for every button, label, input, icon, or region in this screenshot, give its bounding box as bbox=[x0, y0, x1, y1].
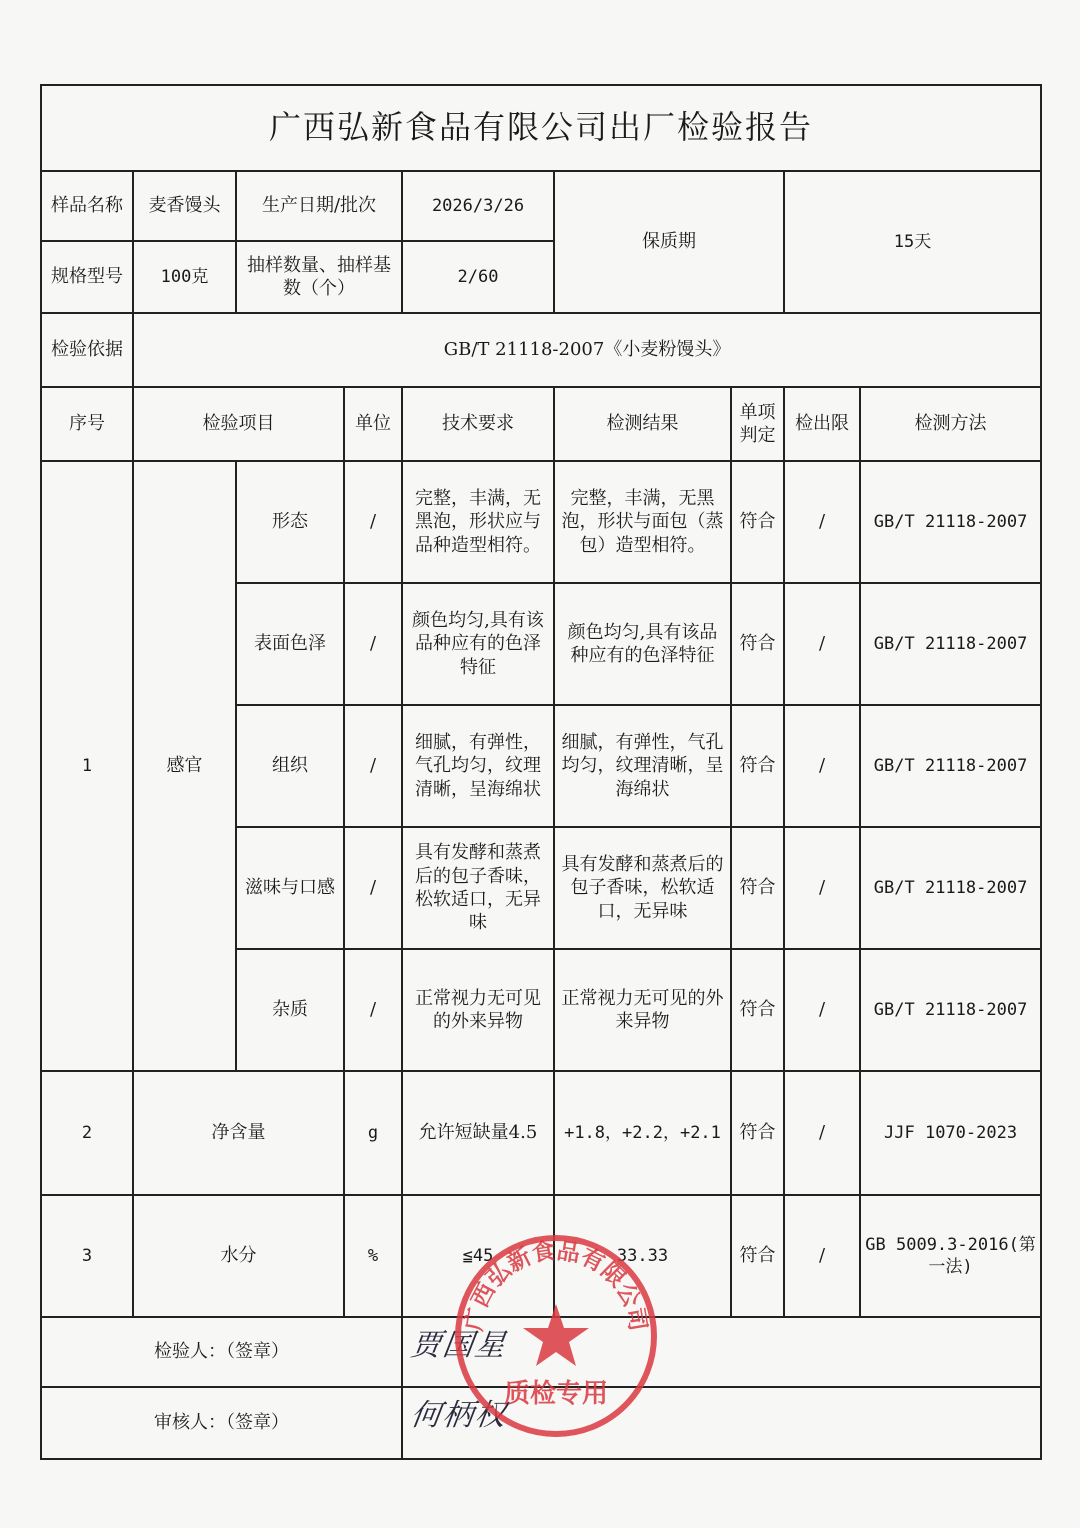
inspector-label: 检验人：（签章） bbox=[41, 1317, 402, 1387]
sub-item: 组织 bbox=[236, 705, 344, 827]
result-cell: 完整，丰满，无黑泡，形状与面包（蒸包）造型相符。 bbox=[554, 461, 731, 583]
basis-value: GB/T 21118-2007《小麦粉馒头》 bbox=[133, 313, 1041, 387]
moisture-method: GB 5009.3-2016(第一法) bbox=[860, 1195, 1041, 1317]
sub-item: 形态 bbox=[236, 461, 344, 583]
col-result: 检测结果 bbox=[554, 387, 731, 461]
seal-text-bottom: 质检专用 bbox=[503, 1379, 609, 1409]
inspection-report bbox=[40, 84, 1040, 1460]
req-cell: 细腻，有弹性，气孔均匀，纹理清晰，呈海绵状 bbox=[402, 705, 554, 827]
unit-cell: / bbox=[344, 705, 402, 827]
req-cell: 完整，丰满，无黑泡，形状应与品种造型相符。 bbox=[402, 461, 554, 583]
limit-cell: / bbox=[784, 583, 860, 705]
moisture-limit: / bbox=[784, 1195, 860, 1317]
col-req: 技术要求 bbox=[402, 387, 554, 461]
method-cell: GB/T 21118-2007 bbox=[860, 949, 1041, 1071]
reviewer-signature-cell bbox=[402, 1387, 1041, 1459]
sampling-value: 2/60 bbox=[402, 241, 554, 313]
net-seq: 2 bbox=[41, 1071, 133, 1195]
table-row bbox=[41, 461, 1041, 583]
col-item: 检验项目 bbox=[133, 387, 344, 461]
moisture-req: ≦45 bbox=[402, 1195, 554, 1317]
sensory-seq: 1 bbox=[41, 461, 133, 1071]
moisture-item: 水分 bbox=[133, 1195, 344, 1317]
verdict-cell: 符合 bbox=[731, 583, 784, 705]
sub-item: 表面色泽 bbox=[236, 583, 344, 705]
shelf-life-label: 保质期 bbox=[554, 171, 784, 313]
table-row bbox=[41, 1195, 1041, 1317]
limit-cell: / bbox=[784, 705, 860, 827]
sub-item: 滋味与口感 bbox=[236, 827, 344, 949]
unit-cell: / bbox=[344, 827, 402, 949]
moisture-result: 33.33 bbox=[554, 1195, 731, 1317]
method-cell: GB/T 21118-2007 bbox=[860, 827, 1041, 949]
report-table bbox=[40, 84, 1042, 1460]
limit-cell: / bbox=[784, 461, 860, 583]
seal-text-top: 广西弘新食品有限公司 bbox=[461, 1238, 651, 1333]
sampling-label: 抽样数量、抽样基数（个） bbox=[236, 241, 402, 313]
col-seq: 序号 bbox=[41, 387, 133, 461]
method-cell: GB/T 21118-2007 bbox=[860, 583, 1041, 705]
spec-value: 100克 bbox=[133, 241, 236, 313]
net-limit: / bbox=[784, 1071, 860, 1195]
reviewer-label: 审核人：（签章） bbox=[41, 1387, 402, 1459]
limit-cell: / bbox=[784, 949, 860, 1071]
req-cell: 正常视力无可见的外来异物 bbox=[402, 949, 554, 1071]
col-method: 检测方法 bbox=[860, 387, 1041, 461]
verdict-cell: 符合 bbox=[731, 461, 784, 583]
req-cell: 具有发酵和蒸煮后的包子香味，松软适口，无异味 bbox=[402, 827, 554, 949]
reviewer-signature: 何柄权 bbox=[408, 1398, 510, 1433]
sample-name-label: 样品名称 bbox=[41, 171, 133, 241]
basis-label: 检验依据 bbox=[41, 313, 133, 387]
report-title: 广西弘新食品有限公司出厂检验报告 bbox=[41, 85, 1041, 171]
method-cell: GB/T 21118-2007 bbox=[860, 705, 1041, 827]
moisture-unit: % bbox=[344, 1195, 402, 1317]
column-header-row bbox=[41, 387, 1041, 461]
net-method: JJF 1070-2023 bbox=[860, 1071, 1041, 1195]
verdict-cell: 符合 bbox=[731, 705, 784, 827]
result-cell: 具有发酵和蒸煮后的包子香味，松软适口，无异味 bbox=[554, 827, 731, 949]
sub-item: 杂质 bbox=[236, 949, 344, 1071]
col-verdict: 单项判定 bbox=[731, 387, 784, 461]
result-cell: 正常视力无可见的外来异物 bbox=[554, 949, 731, 1071]
verdict-cell: 符合 bbox=[731, 949, 784, 1071]
col-limit: 检出限 bbox=[784, 387, 860, 461]
net-verdict: 符合 bbox=[731, 1071, 784, 1195]
shelf-life-value: 15天 bbox=[784, 171, 1041, 313]
spec-label: 规格型号 bbox=[41, 241, 133, 313]
table-row bbox=[41, 1071, 1041, 1195]
sample-name-value: 麦香馒头 bbox=[133, 171, 236, 241]
prod-date-label: 生产日期/批次 bbox=[236, 171, 402, 241]
verdict-cell: 符合 bbox=[731, 827, 784, 949]
result-cell: 颜色均匀,具有该品种应有的色泽特征 bbox=[554, 583, 731, 705]
inspector-signature-cell bbox=[402, 1317, 1041, 1387]
col-unit: 单位 bbox=[344, 387, 402, 461]
unit-cell: / bbox=[344, 461, 402, 583]
method-cell: GB/T 21118-2007 bbox=[860, 461, 1041, 583]
moisture-verdict: 符合 bbox=[731, 1195, 784, 1317]
moisture-seq: 3 bbox=[41, 1195, 133, 1317]
limit-cell: / bbox=[784, 827, 860, 949]
sensory-group: 感官 bbox=[133, 461, 236, 1071]
net-req: 允许短缺量4.5 bbox=[402, 1071, 554, 1195]
net-result: +1.8，+2.2，+2.1 bbox=[554, 1071, 731, 1195]
net-item: 净含量 bbox=[133, 1071, 344, 1195]
unit-cell: / bbox=[344, 583, 402, 705]
inspector-signature: 贾国星 bbox=[408, 1328, 510, 1363]
result-cell: 细腻，有弹性，气孔均匀，纹理清晰，呈海绵状 bbox=[554, 705, 731, 827]
unit-cell: / bbox=[344, 949, 402, 1071]
prod-date-value: 2026/3/26 bbox=[402, 171, 554, 241]
req-cell: 颜色均匀,具有该品种应有的色泽特征 bbox=[402, 583, 554, 705]
net-unit: g bbox=[344, 1071, 402, 1195]
